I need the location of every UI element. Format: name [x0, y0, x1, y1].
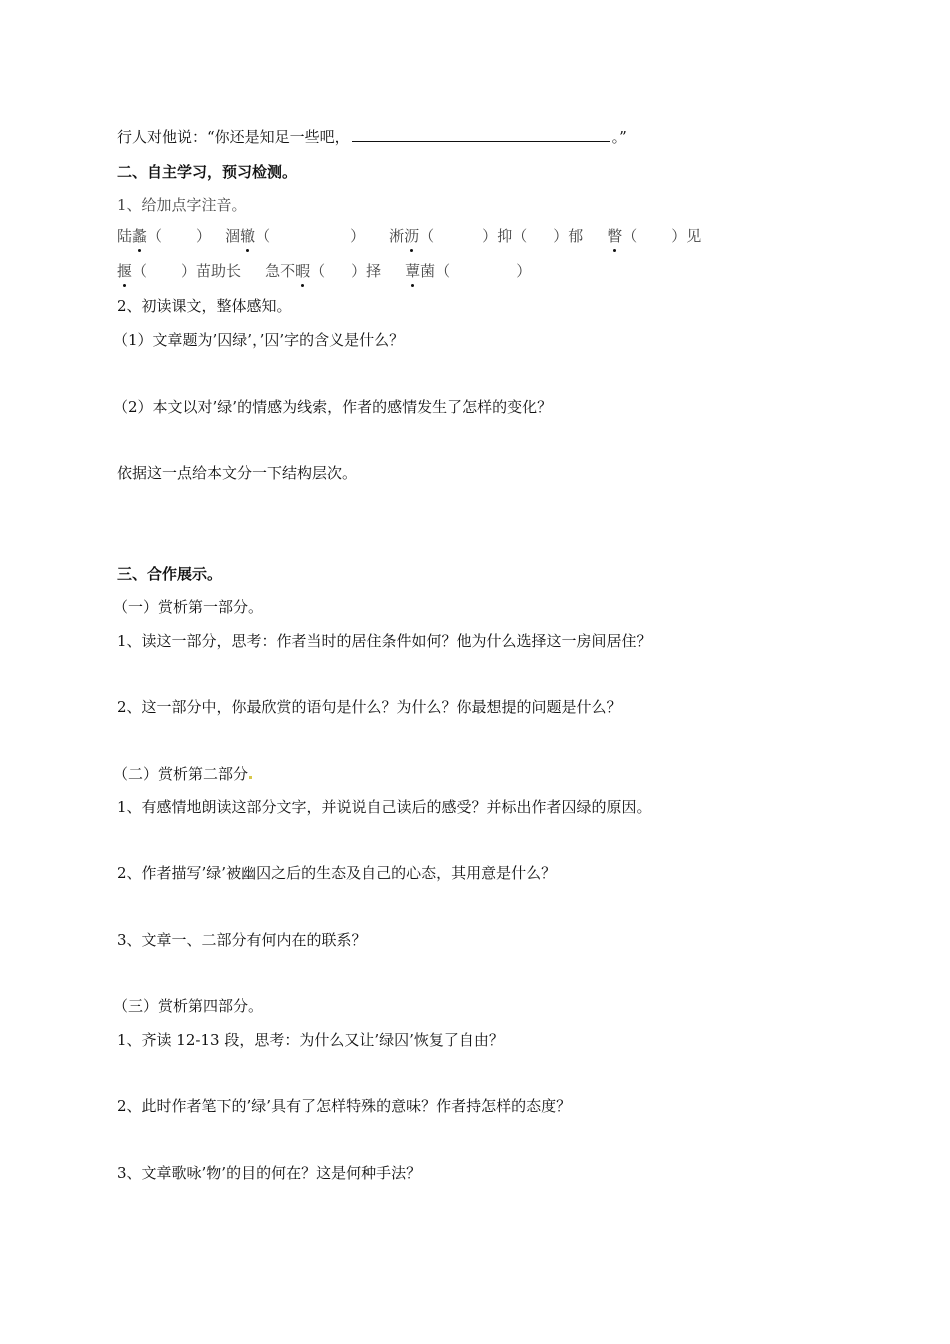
pinyin-row-2 [117, 261, 531, 281]
word-lu-li: 陆蠡 [117, 227, 148, 245]
section2-q2-1: （1）文章题为’囚绿’，’囚’字的含义是什么？ [113, 331, 405, 349]
top-line [117, 127, 627, 147]
part2-q1: 1、有感情地朗读这部分文字，并说说自己读后的感受？并标出作者囚绿的原因。 [117, 798, 652, 816]
blank-paren[interactable]: （ ） [622, 227, 687, 245]
top-line-prefix: 行人对他说：“你还是知足一些吧， [117, 128, 350, 146]
word-yi: 抑 [497, 227, 513, 245]
section2-q2-2: （2）本文以对’绿’的情感为线索，作者的感情发生了怎样的变化？ [113, 398, 553, 416]
word-ya: 揠 [117, 262, 133, 280]
part2-q2: 2、作者描写’绿’被幽囚之后的生态及自己的心态，其用意是什么？ [117, 864, 557, 882]
section2-q2-3: 依据这一点给本文分一下结构层次。 [117, 464, 358, 482]
answer-blank[interactable] [352, 127, 610, 142]
section2-q1: 1、给加点字注音。 [117, 196, 247, 214]
word-ze: 择 [366, 262, 382, 280]
top-line-suffix: 。” [611, 128, 627, 146]
word-xun-jun: 蕈菌 [405, 262, 436, 280]
word-pie: 瞥 [607, 227, 623, 245]
word-ji-bu-xia: 急不暇 [265, 262, 311, 280]
blank-paren[interactable]: （ ） [512, 227, 569, 245]
part4-q3: 3、文章歌咏’物’的目的何在？这是何种手法？ [117, 1164, 422, 1182]
word-yu: 郁 [568, 227, 584, 245]
part4-title: （三）赏析第四部分。 [113, 997, 264, 1015]
word-xi-li: 淅沥 [389, 227, 420, 245]
section3-heading: 三、合作展示。 [117, 565, 223, 583]
word-jian: 见 [686, 227, 702, 245]
part2-title: （二）赏析第二部分 [113, 765, 249, 783]
blank-paren[interactable]: （ ） [147, 227, 212, 245]
part1-title: （一）赏析第一部分。 [113, 598, 264, 616]
blank-paren[interactable]: （ ） [310, 262, 367, 280]
part2-title-line [113, 764, 252, 784]
blank-paren[interactable]: （ ） [132, 262, 197, 280]
blank-paren[interactable]: （ ） [419, 227, 498, 245]
word-miao-zhu-zhang: 苗助长 [196, 262, 242, 280]
word-he-zhe: 涸辙 [225, 227, 256, 245]
section2-heading: 二、自主学习，预习检测。 [117, 163, 298, 181]
cursor-mark [249, 776, 252, 779]
blank-paren[interactable]: （ ） [435, 262, 532, 280]
part1-q1: 1、读这一部分，思考：作者当时的居住条件如何？他为什么选择这一房间居住？ [117, 632, 652, 650]
part4-q2: 2、此时作者笔下的’绿’具有了怎样特殊的意味？作者持怎样的态度？ [117, 1097, 572, 1115]
blank-paren[interactable]: （ ） [255, 227, 366, 245]
section2-q2: 2、初读课文，整体感知。 [117, 297, 292, 315]
part4-q1: 1、齐读 12-13 段，思考：为什么又让’绿囚’恢复了自由？ [117, 1031, 504, 1049]
part1-q2: 2、这一部分中，你最欣赏的语句是什么？为什么？你最想提的问题是什么？ [117, 698, 622, 716]
part2-q3: 3、文章一、二部分有何内在的联系？ [117, 931, 367, 949]
pinyin-row-1 [117, 226, 701, 246]
